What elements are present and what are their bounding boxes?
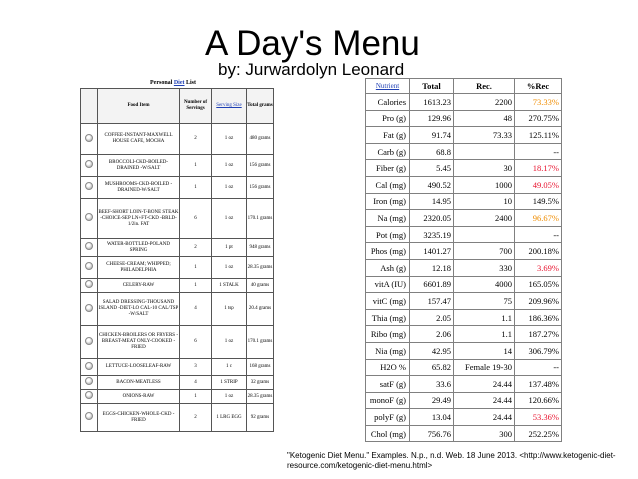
nutrient-row [366,359,562,376]
nutrient-row [366,94,562,111]
nutrient-pct-rec: 73.33% [515,94,562,111]
nutrient-label: Nia (mg) [366,342,410,359]
radio-cell [81,177,98,199]
nutrient-total: 14.95 [410,193,454,210]
nutrient-pct-rec: 252.25% [515,425,562,442]
radio-cell [81,257,98,279]
nutrient-label: vitC (mg) [366,293,410,310]
nutrient-label: Fiber (g) [366,160,410,177]
food-serving-size: 1 LRG EGG [212,404,247,432]
food-servings: 1 [180,155,212,177]
nutrient-total: 2.06 [410,326,454,343]
food-row [81,359,274,376]
nutrient-row [366,110,562,127]
nutrient-pct-rec: 165.05% [515,276,562,293]
food-serving-size: 1 oz [212,155,247,177]
nutrient-total: 33.6 [410,376,454,393]
nutrient-label: Ash (g) [366,259,410,276]
nutrient-row [366,276,562,293]
nutrient-pct-rec: 137.48% [515,376,562,393]
nutrient-table-body [366,94,562,442]
food-row [81,124,274,155]
nutrient-label: polyF (g) [366,409,410,426]
food-row [81,257,274,279]
food-list-heading-suffix: List [186,80,197,86]
food-total-grams: 170.1 grams [247,326,274,359]
food-total-grams: 28.35 grams [247,390,274,404]
nutrient-rec: 24.44 [454,392,515,409]
food-select-radio[interactable] [85,412,93,420]
nutrient-pct-rec: 53.36% [515,409,562,426]
food-total-grams: 170.1 grams [247,199,274,239]
food-servings: 6 [180,326,212,359]
nutrient-label: Cal (mg) [366,176,410,193]
nutrient-label: Phos (mg) [366,243,410,260]
nutrient-row [366,193,562,210]
nutrient-rec [454,143,515,160]
food-select-radio[interactable] [85,362,93,370]
radio-cell [81,199,98,239]
food-total-grams: 948 grams [247,239,274,257]
radio-cell [81,279,98,293]
food-serving-size: 1 c [212,359,247,376]
food-serving-size: 1 STRIP [212,376,247,390]
food-servings: 4 [180,293,212,326]
nutrient-rec: 2200 [454,94,515,111]
food-list-panel [80,80,273,464]
nutrient-rec: 14 [454,342,515,359]
food-servings: 2 [180,239,212,257]
food-total-grams: 92 grams [247,404,274,432]
serving-size-header [212,89,247,124]
food-table-body [81,124,274,432]
food-servings: 3 [180,359,212,376]
nutrient-rec: 2400 [454,210,515,227]
food-serving-size: 1 STALK [212,279,247,293]
nutrient-row [366,127,562,144]
diet-link[interactable]: Diet [173,80,185,86]
nutrient-label: vitA (IU) [366,276,410,293]
nutrient-pct-rec: 209.96% [515,293,562,310]
nutrient-row [366,143,562,160]
nutrient-total: 5.45 [410,160,454,177]
food-select-radio[interactable] [85,391,93,399]
food-select-radio[interactable] [85,377,93,385]
food-servings: 4 [180,376,212,390]
rec-header: Rec. [454,79,515,94]
food-table [80,88,274,432]
slide-title: A Day's Menu [205,24,420,63]
nutrient-label: Thia (mg) [366,309,410,326]
nutrient-pct-rec: 270.75% [515,110,562,127]
food-name: LETTUCE-LOOSELEAF-RAW [98,359,180,376]
food-select-radio[interactable] [85,262,93,270]
food-total-grams: 40 grams [247,279,274,293]
nutrient-total: 12.18 [410,259,454,276]
nutrient-pct-rec: 200.18% [515,243,562,260]
food-select-radio[interactable] [85,182,93,190]
nutrient-header-link[interactable]: Nutrient [366,79,410,94]
nutrient-label: Na (mg) [366,210,410,227]
nutrient-label: Carb (g) [366,143,410,160]
food-total-grams: 28.35 grams [247,257,274,279]
slide-subtitle: by: Jurwardolyn Leonard [218,60,405,79]
food-serving-size: 1 oz [212,177,247,199]
food-item-header: Food Item [98,89,180,124]
radio-cell [81,390,98,404]
nutrient-pct-rec: -- [515,359,562,376]
food-row [81,279,274,293]
food-name: EGGS-CHICKEN-WHOLE-CKD -FRIED [98,404,180,432]
food-select-radio[interactable] [85,337,93,345]
nutrient-total: 65.82 [410,359,454,376]
food-select-radio[interactable] [85,160,93,168]
nutrient-label: Pot (mg) [366,226,410,243]
food-name: CHICKEN-BROILERS OR FRYERS -BREAST-MEAT ONLY-COOKED -FRIED [98,326,180,359]
nutrient-rec: 1000 [454,176,515,193]
nutrient-total: 1401.27 [410,243,454,260]
nutrient-row [366,160,562,177]
nutrient-rec: 24.44 [454,409,515,426]
nutrient-row [366,293,562,310]
food-row [81,326,274,359]
nutrient-row [366,226,562,243]
nutrient-total: 42.95 [410,342,454,359]
nutrient-rec: 30 [454,160,515,177]
food-row [81,293,274,326]
nutrient-label: Calories [366,94,410,111]
nutrient-row [366,425,562,442]
radio-column-header [81,89,98,124]
total-header: Total [410,79,454,94]
citation: "Ketogenic Diet Menu." Examples. N.p., n.d. Web. 18 June 2013. <http://www.ketogenic-diet-resource.com/ketogenic-diet-menu.html> [287,451,616,470]
nutrient-table [365,78,562,442]
food-total-grams: 156 grams [247,155,274,177]
food-serving-size: 1 oz [212,124,247,155]
nutrient-pct-rec: 3.69% [515,259,562,276]
nutrient-rec: 75 [454,293,515,310]
food-total-grams: 168 grams [247,359,274,376]
nutrient-total: 2.05 [410,309,454,326]
radio-cell [81,376,98,390]
food-total-grams: 480 grams [247,124,274,155]
nutrient-label: H2O % [366,359,410,376]
radio-cell [81,326,98,359]
nutrient-rec: 1.1 [454,326,515,343]
food-name: CELERY-RAW [98,279,180,293]
nutrient-rec: 73.33 [454,127,515,144]
nutrient-row [366,409,562,426]
food-name: WATER-BOTTLED-POLAND SPRING [98,239,180,257]
food-servings: 1 [180,390,212,404]
food-row [81,404,274,432]
food-name: ONIONS-RAW [98,390,180,404]
nutrient-total: 490.52 [410,176,454,193]
nutrient-total: 6601.89 [410,276,454,293]
food-serving-size: 1 oz [212,257,247,279]
total-grams-header: Total grams [247,89,274,124]
food-name: BEEF-SHORT LOIN-T-BONE STEAK -CHOICE-SEP LN+FT-CKD -BRLD-1/2in. FAT [98,199,180,239]
food-servings: 1 [180,257,212,279]
nutrient-total: 13.04 [410,409,454,426]
nutrient-table-header-row [366,79,562,94]
nutrient-total: 2320.05 [410,210,454,227]
food-select-radio[interactable] [85,280,93,288]
nutrient-rec: 24.44 [454,376,515,393]
nutrient-row [366,259,562,276]
food-select-radio[interactable] [85,242,93,250]
food-row [81,376,274,390]
nutrient-total: 129.96 [410,110,454,127]
food-select-radio[interactable] [85,134,93,142]
nutrient-pct-rec: 96.67% [515,210,562,227]
nutrient-rec: 330 [454,259,515,276]
food-select-radio[interactable] [85,304,93,312]
nutrient-row [366,342,562,359]
food-name: COFFEE-INSTANT-MAXWELL HOUSE CAFE, MOCHA [98,124,180,155]
food-servings: 2 [180,124,212,155]
nutrient-total: 68.8 [410,143,454,160]
nutrient-pct-rec: 306.79% [515,342,562,359]
nutrient-label: Pro (g) [366,110,410,127]
serving-size-link[interactable]: Serving Size [216,103,242,108]
nutrient-row [366,243,562,260]
food-total-grams: 156 grams [247,177,274,199]
food-serving-size: 1 tsp [212,293,247,326]
food-name: BACON-MEATLESS [98,376,180,390]
food-total-grams: 20.4 grams [247,293,274,326]
radio-cell [81,239,98,257]
food-serving-size: 1 pt [212,239,247,257]
nutrient-rec: 300 [454,425,515,442]
nutrient-row [366,176,562,193]
nutrient-rec: 10 [454,193,515,210]
nutrient-pct-rec: 187.27% [515,326,562,343]
nutrient-rec: 4000 [454,276,515,293]
food-servings: 1 [180,177,212,199]
nutrient-total: 29.49 [410,392,454,409]
nutrient-pct-rec: 149.5% [515,193,562,210]
food-name: MUSHROOMS-CKD-BOILED -DRAINED-W/SALT [98,177,180,199]
radio-cell [81,293,98,326]
food-servings: 6 [180,199,212,239]
nutrient-rec: 48 [454,110,515,127]
food-serving-size: 1 oz [212,199,247,239]
nutrient-label: Iron (mg) [366,193,410,210]
food-name: CHEESE-CREAM; WHIPPED; PHILADELPHIA [98,257,180,279]
food-name: SALAD DRESSING-THOUSAND ISLAND -DIET-LO CAL-10 CAL/TSP -W/SALT [98,293,180,326]
food-serving-size: 1 oz [212,326,247,359]
nutrient-total: 756.76 [410,425,454,442]
nutrient-pct-rec: 18.17% [515,160,562,177]
nutrient-row [366,376,562,393]
nutrient-rec: 1.1 [454,309,515,326]
nutrient-total: 157.47 [410,293,454,310]
nutrient-pct-rec: 49.05% [515,176,562,193]
nutrient-label: satF (g) [366,376,410,393]
food-row [81,199,274,239]
food-row [81,177,274,199]
nutrient-pct-rec: -- [515,143,562,160]
food-name: BROCCOLI-CKD-BOILED-DRAINED -W/SALT [98,155,180,177]
food-select-radio[interactable] [85,213,93,221]
food-row [81,155,274,177]
radio-cell [81,359,98,376]
food-table-header-row [81,89,274,124]
nutrient-pct-rec: 125.11% [515,127,562,144]
nutrient-rec: Female 19-30 [454,359,515,376]
radio-cell [81,124,98,155]
food-list-heading [150,80,196,86]
food-servings: 2 [180,404,212,432]
servings-header: Number of Servings [180,89,212,124]
nutrient-row [366,210,562,227]
nutrient-pct-rec: -- [515,226,562,243]
nutrient-panel [365,78,561,438]
food-total-grams: 32 grams [247,376,274,390]
nutrient-rec: 700 [454,243,515,260]
food-row [81,239,274,257]
nutrient-total: 3235.19 [410,226,454,243]
food-serving-size: 1 oz [212,390,247,404]
nutrient-total: 1613.23 [410,94,454,111]
food-list-heading-prefix: Personal [150,80,173,86]
food-row [81,390,274,404]
nutrient-row [366,326,562,343]
nutrient-pct-rec: 120.66% [515,392,562,409]
food-servings: 1 [180,279,212,293]
pct-rec-header: %Rec [515,79,562,94]
radio-cell [81,155,98,177]
nutrient-row [366,392,562,409]
nutrient-rec [454,226,515,243]
nutrient-total: 91.74 [410,127,454,144]
nutrient-row [366,309,562,326]
nutrient-pct-rec: 186.36% [515,309,562,326]
radio-cell [81,404,98,432]
nutrient-label: Fat (g) [366,127,410,144]
nutrient-label: monoF (g) [366,392,410,409]
nutrient-label: Chol (mg) [366,425,410,442]
nutrient-label: Ribo (mg) [366,326,410,343]
